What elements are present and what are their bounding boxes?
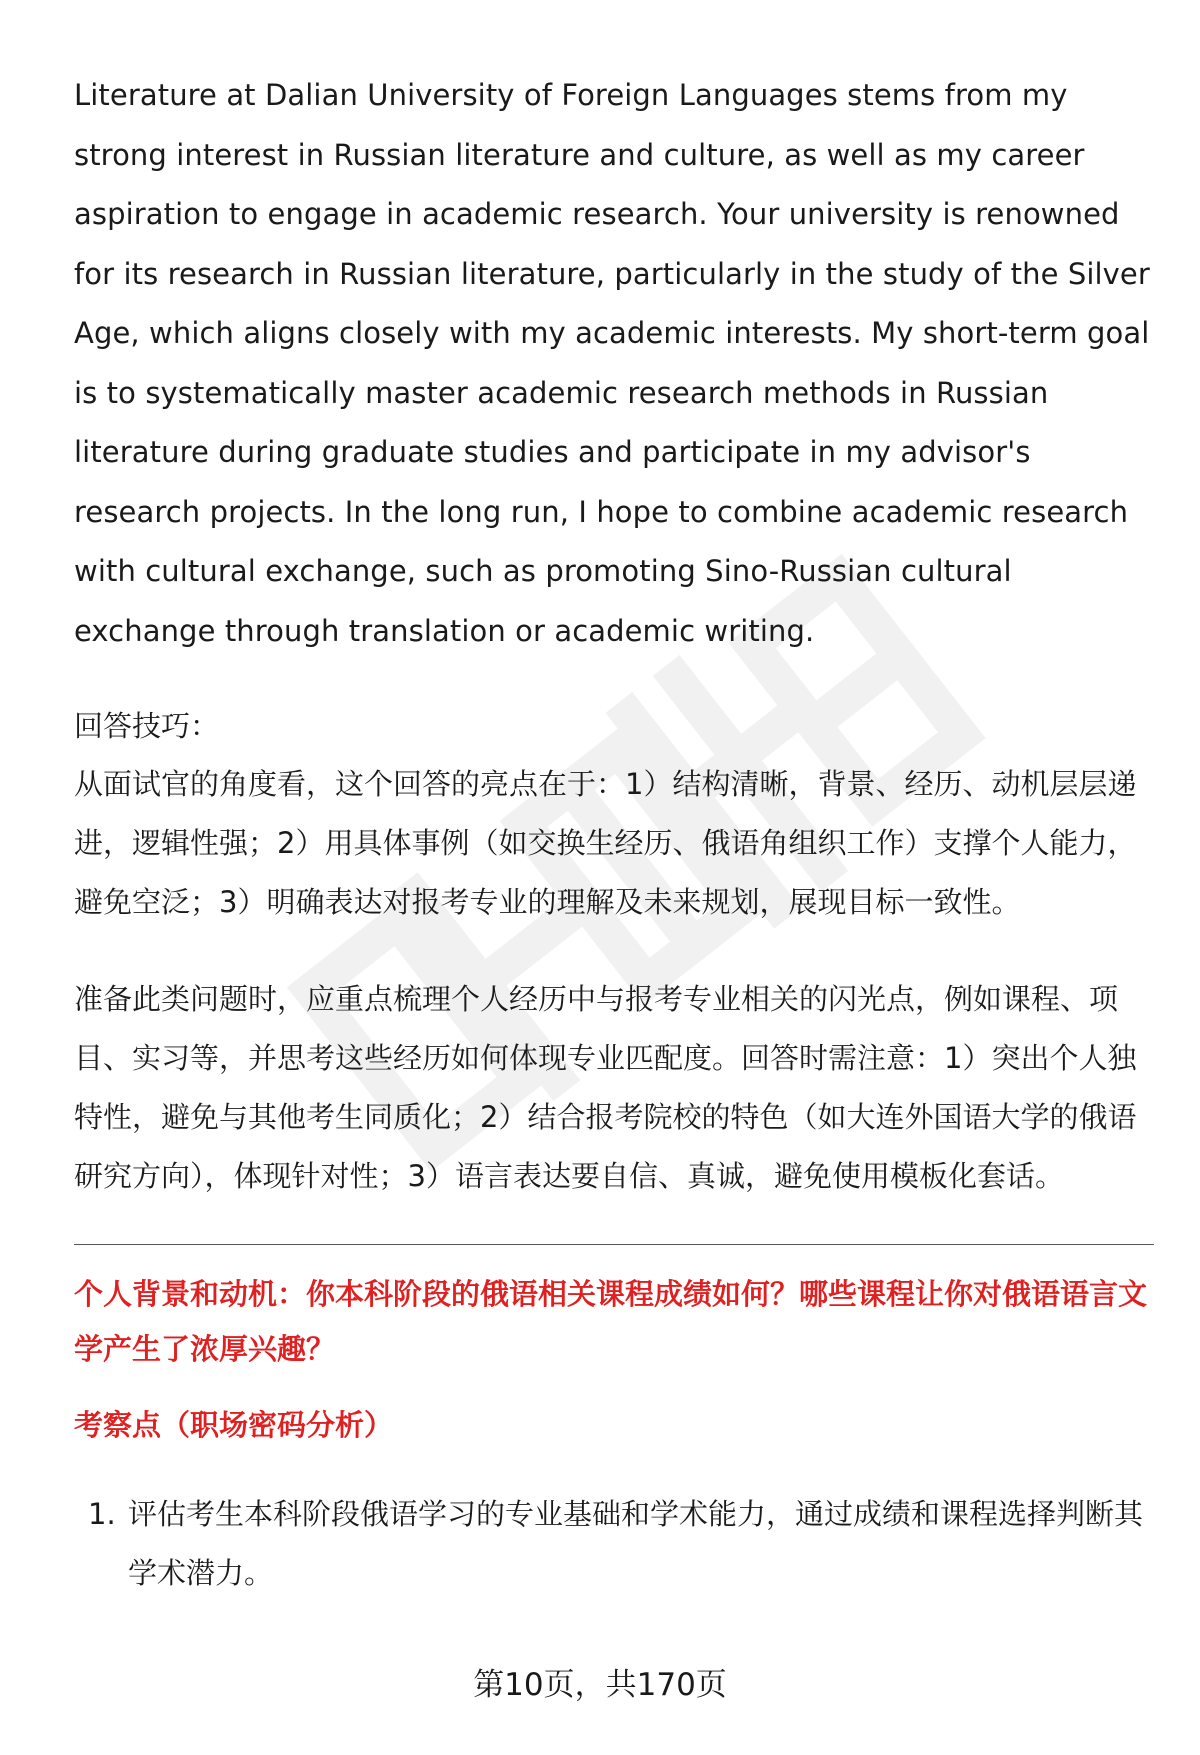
answer-paragraph-english: Literature at Dalian University of Foreign Languages stems from my strong interest in Russian literature and culture, as well as my career aspiration to engage in academic research. Your university is renowned for its research in Russian literature, particularly in the study of the Silver Age, which aligns closely with my academic interests. My short-term goal is to systematically master academic research methods in Russian literature during graduate studies and participate in my advisor's research projects. In the long run, I hope to combine academic research with cultural exchange, such as promoting Sino-Russian cultural exchange through translation or academic writing. <box>74 78 1150 648</box>
tips-label: 回答技巧： <box>74 709 220 743</box>
tips-paragraph-1: 从面试官的角度看，这个回答的亮点在于：1）结构清晰，背景、经历、动机层层递进，逻辑性强；2）用具体事例（如交换生经历、俄语角组织工作）支撑个人能力，避免空泛；3）明确表达对报考专业的理解及未来规划，展现目标一致性。 <box>74 767 1137 919</box>
assessment-points-list <box>74 1485 1154 1603</box>
question-heading: 个人背景和动机：你本科阶段的俄语相关课程成绩如何？哪些课程让你对俄语语言文学产生了浓厚兴趣？ <box>74 1277 1148 1366</box>
list-item-text: 评估考生本科阶段俄语学习的专业基础和学术能力，通过成绩和课程选择判断其学术潜力。 <box>128 1497 1144 1590</box>
list-item <box>74 1485 1154 1603</box>
page-number-footer: 第10页，共170页 <box>473 1667 727 1703</box>
page-content <box>74 66 1154 1603</box>
tips-paragraph-2: 准备此类问题时，应重点梳理个人经历中与报考专业相关的闪光点，例如课程、项目、实习等，并思考这些经历如何体现专业匹配度。回答时需注意：1）突出个人独特性，避免与其他考生同质化；2）结合报考院校的特色（如大连外国语大学的俄语研究方向），体现针对性；3）语言表达要自信、真诚，避免使用模板化套话。 <box>74 982 1137 1193</box>
list-item-number: 1. <box>88 1497 116 1531</box>
assessment-points-heading: 考察点（职场密码分析） <box>74 1408 394 1442</box>
section-divider <box>74 1244 1154 1245</box>
